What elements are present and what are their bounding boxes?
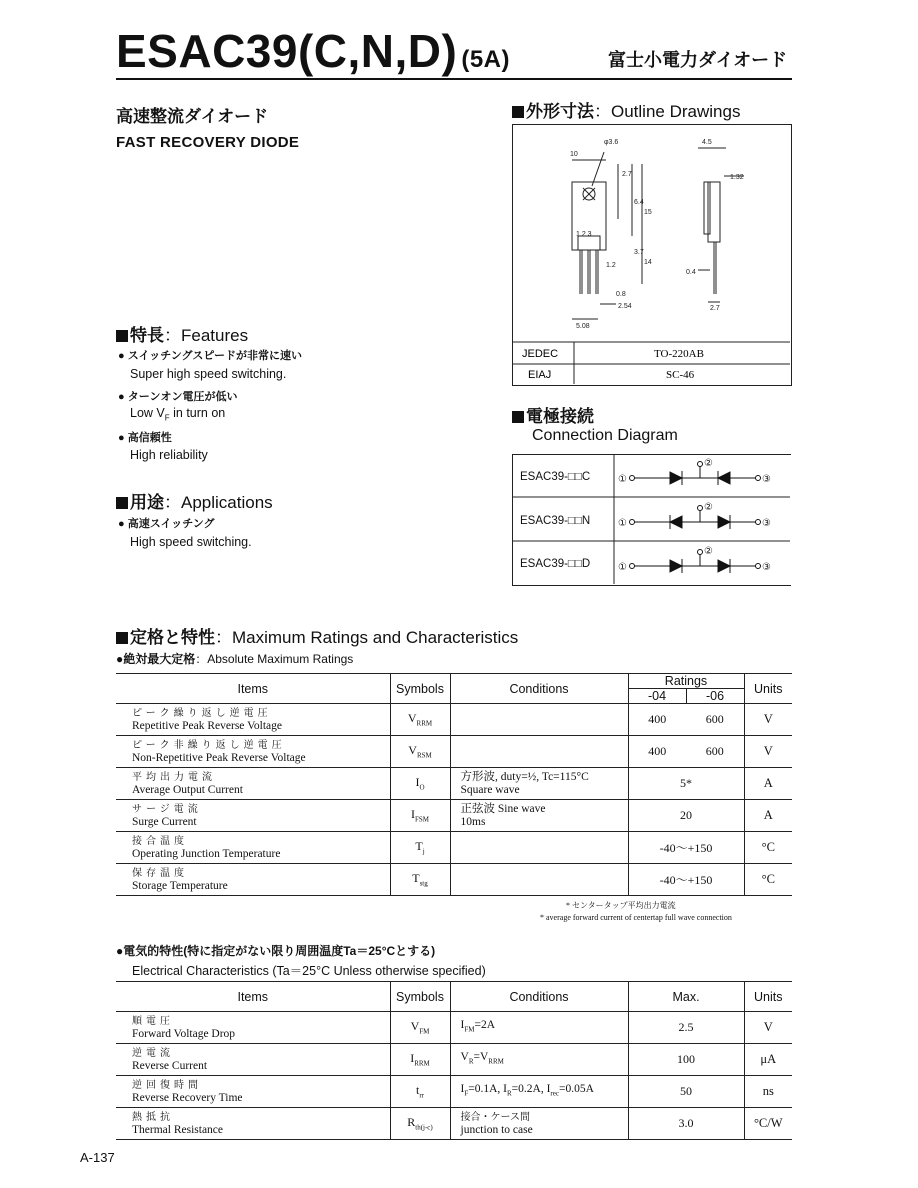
col-items: Items bbox=[116, 982, 390, 1012]
svg-text:14: 14 bbox=[644, 259, 652, 266]
footnotes: * センタータップ平均出力電流 * average forward current of centertap full wave connection bbox=[540, 901, 732, 922]
electrical-heading-jp: ●電気的特性(特に指定がない限り周囲温度Ta＝25°Cとする) bbox=[116, 944, 436, 958]
svg-text:1.32: 1.32 bbox=[730, 174, 744, 181]
table-row: 熱抵抗 Thermal Resistance $R_{th(j-c)}$ 接合・ケース間 junction to case 3.0 °C/W bbox=[116, 1108, 792, 1140]
page-number: A-137 bbox=[80, 1150, 115, 1165]
col-items: Items bbox=[116, 674, 390, 704]
svg-text:③: ③ bbox=[762, 474, 771, 485]
feature-1-en: Super high speed switching. bbox=[130, 367, 287, 381]
svg-text:10: 10 bbox=[570, 151, 578, 158]
table-row: 平均出力電流 Average Output Current $I_O$ 方形波, duty=½, Tc=115°C Square wave 5* A bbox=[116, 768, 792, 800]
subtitle-en: FAST RECOVERY DIODE bbox=[116, 134, 300, 151]
table-row: 接合温度 Operating Junction Temperature $T_j$ -40～+150 °C bbox=[116, 832, 792, 864]
max-ratings-table bbox=[116, 673, 792, 896]
table-row: 保存温度 Storage Temperature $T_{stg}$ -40～+150 °C bbox=[116, 864, 792, 896]
feature-3-jp: ● 高信頼性 bbox=[118, 432, 172, 444]
svg-text:②: ② bbox=[704, 546, 713, 557]
svg-text:5.08: 5.08 bbox=[576, 323, 590, 330]
conn-row-d-label: ESAC39-□□D bbox=[520, 558, 591, 570]
feature-2-en: Low $V_F$ in turn on bbox=[130, 406, 226, 423]
svg-text:0.4: 0.4 bbox=[686, 269, 696, 276]
svg-text:1 2 3: 1 2 3 bbox=[576, 231, 592, 238]
feature-3-en: High reliability bbox=[130, 448, 208, 462]
feature-1-jp: ● スイッチングスピードが非常に速い bbox=[118, 350, 302, 362]
section-square-icon bbox=[116, 632, 128, 644]
conn-row-c-label: ESAC39-□□C bbox=[520, 471, 591, 483]
application-1-en: High speed switching. bbox=[130, 535, 252, 549]
col-symbols: Symbols bbox=[390, 674, 450, 704]
col-rating-06: -06 bbox=[686, 689, 744, 704]
col-units: Units bbox=[744, 674, 792, 704]
title-jp: 富士小電力ダイオード bbox=[608, 50, 788, 70]
table-row: 逆電流 Reverse Current $I_{RRM}$ $V_R=V_{RRM}$ 100 μA bbox=[116, 1044, 792, 1076]
svg-text:6.4: 6.4 bbox=[634, 199, 644, 206]
jedec-label: JEDEC bbox=[522, 348, 559, 360]
diode-c-symbol bbox=[630, 462, 761, 486]
svg-text:3.7: 3.7 bbox=[634, 249, 644, 256]
col-max: Max. bbox=[628, 982, 744, 1012]
product-title bbox=[116, 26, 510, 85]
svg-text:0.8: 0.8 bbox=[616, 291, 626, 298]
col-rating-04: -04 bbox=[628, 689, 686, 704]
ratings-heading: 定格と特性：Maximum Ratings and Characteristics bbox=[116, 623, 518, 648]
diode-d-symbol bbox=[630, 550, 761, 574]
table-row: サージ電流 Surge Current $I_{FSM}$ 正弦波 Sine wave 10ms 20 A bbox=[116, 800, 792, 832]
svg-text:2.7: 2.7 bbox=[622, 171, 632, 178]
table-row: ピーク非繰り返し逆電圧 Non-Repetitive Peak Reverse Voltage $V_{RSM}$ 400 600 V bbox=[116, 736, 792, 768]
outline-drawing bbox=[512, 124, 792, 386]
conn-row-n-label: ESAC39-□□N bbox=[520, 515, 591, 527]
outline-heading: 外形寸法：Outline Drawings bbox=[512, 97, 740, 122]
section-square-icon bbox=[116, 497, 128, 509]
table-row: 逆回復時間 Reverse Recovery Time $t_{rr}$ $I_F=0.1A$, $I_R=0.2A$, $I_{rec}=0.05A$ 50 ns bbox=[116, 1076, 792, 1108]
table-row: 順電圧 Forward Voltage Drop $V_{FM}$ $I_{FM}=2A$ 2.5 V bbox=[116, 1012, 792, 1044]
svg-text:②: ② bbox=[704, 458, 713, 469]
eiaj-value: SC-46 bbox=[666, 369, 695, 381]
table-row: ピーク繰り返し逆電圧 Repetitive Peak Reverse Voltage $V_{RRM}$ 400 600 V bbox=[116, 704, 792, 736]
col-conditions: Conditions bbox=[450, 982, 628, 1012]
svg-text:①: ① bbox=[618, 562, 627, 573]
svg-text:2.54: 2.54 bbox=[618, 303, 632, 310]
col-conditions: Conditions bbox=[450, 674, 628, 704]
connection-heading-en: Connection Diagram bbox=[532, 427, 678, 444]
svg-text:1.2: 1.2 bbox=[606, 262, 616, 269]
col-units: Units bbox=[744, 982, 792, 1012]
svg-text:①: ① bbox=[618, 474, 627, 485]
connection-heading-jp: 電極接続 bbox=[512, 402, 594, 427]
electrical-heading-en: Electrical Characteristics (Ta＝25°C Unless otherwise specified) bbox=[132, 964, 486, 978]
subtitle-jp: 高速整流ダイオード bbox=[116, 107, 269, 126]
ratings-subheading: ●絶対最大定格：Absolute Maximum Ratings bbox=[116, 652, 354, 666]
jedec-value: TO-220AB bbox=[654, 348, 704, 360]
svg-text:①: ① bbox=[618, 518, 627, 529]
svg-text:15: 15 bbox=[644, 209, 652, 216]
title-suffix: (5A) bbox=[461, 46, 510, 73]
diode-n-symbol bbox=[630, 506, 761, 530]
svg-text:4.5: 4.5 bbox=[702, 139, 712, 146]
electrical-table bbox=[116, 981, 792, 1140]
svg-text:φ3.6: φ3.6 bbox=[604, 139, 619, 146]
connection-diagram bbox=[512, 454, 792, 586]
col-ratings: Ratings bbox=[628, 674, 744, 689]
section-square-icon bbox=[512, 411, 524, 423]
application-1-jp: ● 高速スイッチング bbox=[118, 518, 215, 530]
features-heading: 特長：Features bbox=[116, 321, 248, 346]
svg-text:③: ③ bbox=[762, 518, 771, 529]
applications-heading: 用途：Applications bbox=[116, 488, 273, 513]
eiaj-label: EIAJ bbox=[528, 369, 552, 381]
title-rule bbox=[116, 78, 792, 80]
svg-text:③: ③ bbox=[762, 562, 771, 573]
title-main: ESAC39(C,N,D) bbox=[116, 25, 458, 77]
feature-2-jp: ● ターンオン電圧が低い bbox=[118, 391, 238, 403]
section-square-icon bbox=[512, 106, 524, 118]
col-symbols: Symbols bbox=[390, 982, 450, 1012]
svg-text:②: ② bbox=[704, 502, 713, 513]
section-square-icon bbox=[116, 330, 128, 342]
svg-text:2.7: 2.7 bbox=[710, 305, 720, 312]
